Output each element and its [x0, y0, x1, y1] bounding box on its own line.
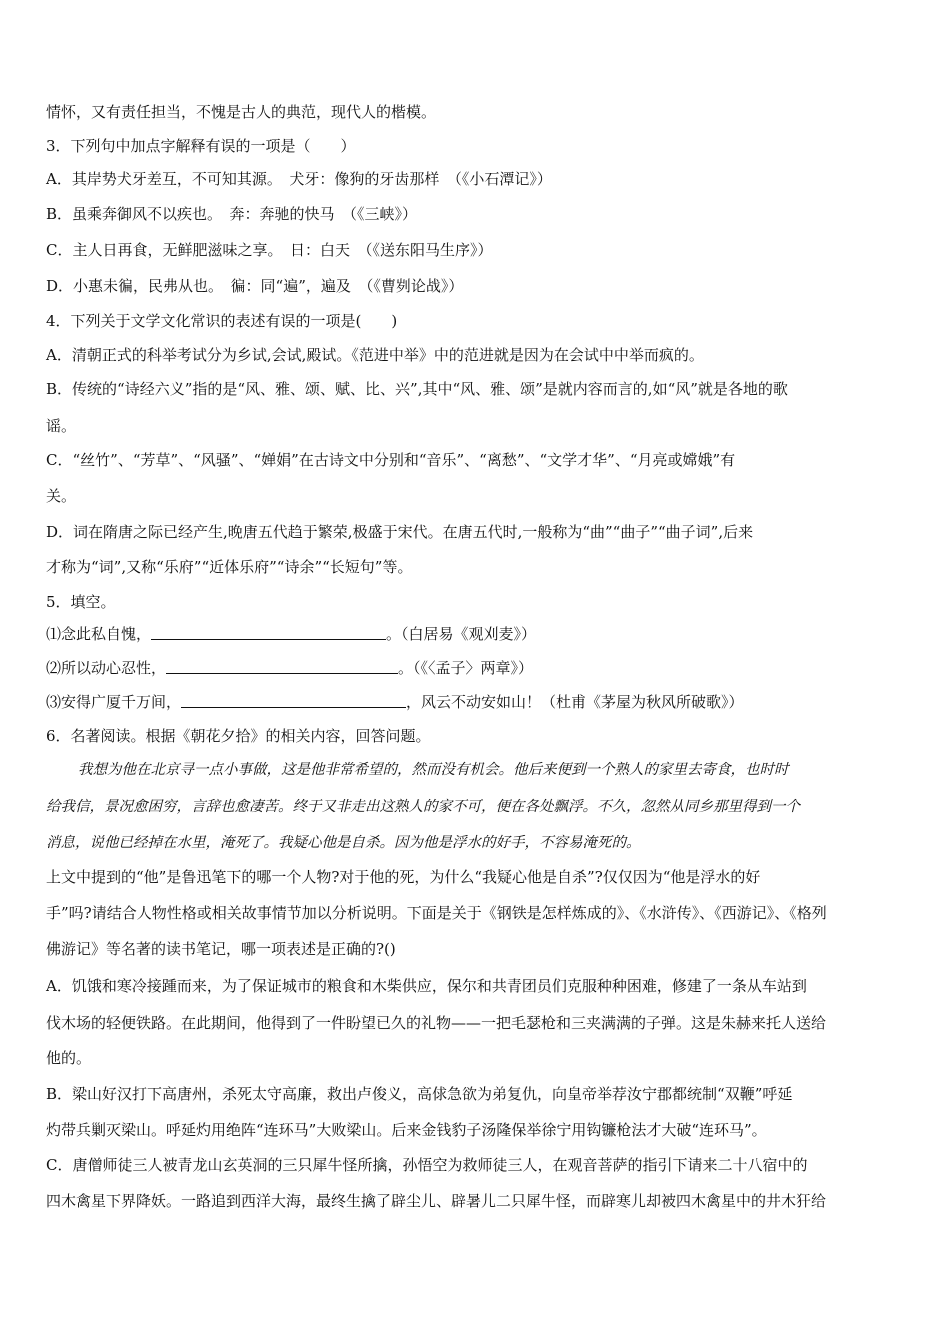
question-4-option-b-cont: 谣。 [46, 417, 77, 435]
question-6-stem: 6．名著阅读。根据《朝花夕拾》的相关内容，回答问题。 [46, 727, 431, 745]
fill-blank-2 [46, 658, 533, 678]
question-3-option-b: B．虽乘奔御风不以疾也。 奔：奔驰的快马 （《三峡》） [46, 205, 418, 223]
passage-line: 给我信，景况愈困穷，言辞也愈凄苦。终于又非走出这熟人的家不可，便在各处飘浮。不久，忽然从同乡那里得到一个 [46, 799, 800, 815]
question-4-stem: 4．下列关于文学文化常识的表述有误的一项是( ) [46, 312, 398, 330]
blank-3[interactable] [181, 693, 406, 708]
question-4-option-b: B．传统的“诗经六义”指的是“风、雅、颂、赋、比、兴”,其中“风、雅、颂”是就内容而言的,如“风”就是各地的歌 [46, 380, 788, 398]
fill-blank-2-prefix: ⑵所以动心忍性， [46, 659, 167, 677]
fill-blank-1-prefix: ⑴念此私自愧， [46, 625, 152, 643]
question-4-option-c: C．“丝竹”、“芳草”、“风骚”、“婵娟”在古诗文中分别和“音乐”、“离愁”、“文学才华”、“月亮或嫦娥”有 [46, 451, 736, 469]
question-6-option-a-cont: 伐木场的轻便铁路。在此期间，他得到了一件盼望已久的礼物——一把毛瑟枪和三夹满满的子弹。这是朱赫来托人送给 [46, 1014, 827, 1032]
question-3-option-c: C．主人日再食，无鲜肥滋味之享。 日：白天 （《送东阳马生序》） [46, 241, 493, 259]
question-3-option-d: D．小惠未徧，民弗从也。 徧：同“遍”，遍及 （《曹刿论战》） [46, 277, 464, 295]
fill-blank-3 [46, 692, 744, 712]
fill-blank-3-prefix: ⑶安得广厦千万间， [46, 693, 182, 711]
fill-blank-1 [46, 624, 536, 644]
question-4-option-d: D．词在隋唐之际已经产生,晚唐五代趋于繁荣,极盛于宋代。在唐五代时,一般称为“曲”“曲子”“曲子词”,后来 [46, 523, 754, 541]
question-4-option-c-cont: 关。 [46, 487, 77, 505]
question-6-option-a: A．饥饿和寒冷接踵而来，为了保证城市的粮食和木柴供应，保尔和共青团员们克服种种困难，修建了一条从车站到 [46, 977, 807, 995]
question-3-stem: 3．下列句中加点字解释有误的一项是（ ） [46, 137, 356, 155]
question-6-option-a-cont: 他的。 [46, 1049, 92, 1067]
fill-blank-2-suffix: 。（《〈孟子〉两章》） [398, 659, 534, 677]
question-6-prompt-cont: 佛游记》等名著的读书笔记，哪一项表述是正确的?() [46, 940, 396, 958]
blank-1[interactable] [151, 625, 386, 640]
blank-2[interactable] [166, 659, 398, 674]
fill-blank-1-suffix: 。（白居易《观刈麦》） [386, 625, 537, 643]
question-5-stem: 5．填空。 [46, 593, 116, 611]
question-4-option-a: A．清朝正式的科举考试分为乡试,会试,殿试。《范进中举》中的范进就是因为在会试中中举而疯的。 [46, 346, 704, 364]
question-6-option-c: C．唐僧师徒三人被青龙山玄英洞的三只犀牛怪所擒，孙悟空为救师徒三人，在观音菩萨的指引下请来二十八宿中的 [46, 1156, 808, 1174]
question-3-option-a: A．其岸势犬牙差互，不可知其源。 犬牙：像狗的牙齿那样 （《小石潭记》） [46, 170, 552, 188]
text-line: 情怀，又有责任担当，不愧是古人的典范，现代人的楷模。 [46, 103, 437, 121]
passage-line: 消息，说他已经掉在水里，淹死了。我疑心他是自杀。因为他是浮水的好手，不容易淹死的。 [46, 835, 641, 851]
question-6-prompt-cont: 手”吗?请结合人物性格或相关故事情节加以分析说明。下面是关于《钢铁是怎样炼成的》、《水浒传》、《西游记》、《格列 [46, 904, 827, 922]
question-6-prompt: 上文中提到的“他”是鲁迅笔下的哪一个人物?对于他的死，为什么“我疑心他是自杀”?仅仅因为“他是浮水的好 [46, 868, 761, 886]
question-4-option-d-cont: 才称为“词”,又称“乐府”“近体乐府”“诗余”“长短句”等。 [46, 558, 413, 576]
question-6-option-b-cont: 灼带兵剿灭梁山。呼延灼用绝阵“连环马”大败梁山。后来金钱豹子汤隆保举徐宁用钩镰枪法才大破“连环马”。 [46, 1121, 767, 1139]
question-6-option-c-cont: 四木禽星下界降妖。一路追到西洋大海，最终生擒了辟尘儿、辟暑儿二只犀牛怪，而辟寒儿却被四木禽星中的井木犴给 [46, 1192, 827, 1210]
passage-line: 我想为他在北京寻一点小事做，这是他非常希望的，然而没有机会。他后来便到一个熟人的家里去寄食，也时时 [78, 762, 789, 778]
question-6-option-b: B．梁山好汉打下高唐州，杀死太守高廉，救出卢俊义，高俅急欲为弟复仇，向皇帝举荐汝宁郡都统制“双鞭”呼延 [46, 1085, 793, 1103]
fill-blank-3-suffix: ，风云不动安如山！（杜甫《茅屋为秋风所破歌》） [406, 693, 744, 711]
